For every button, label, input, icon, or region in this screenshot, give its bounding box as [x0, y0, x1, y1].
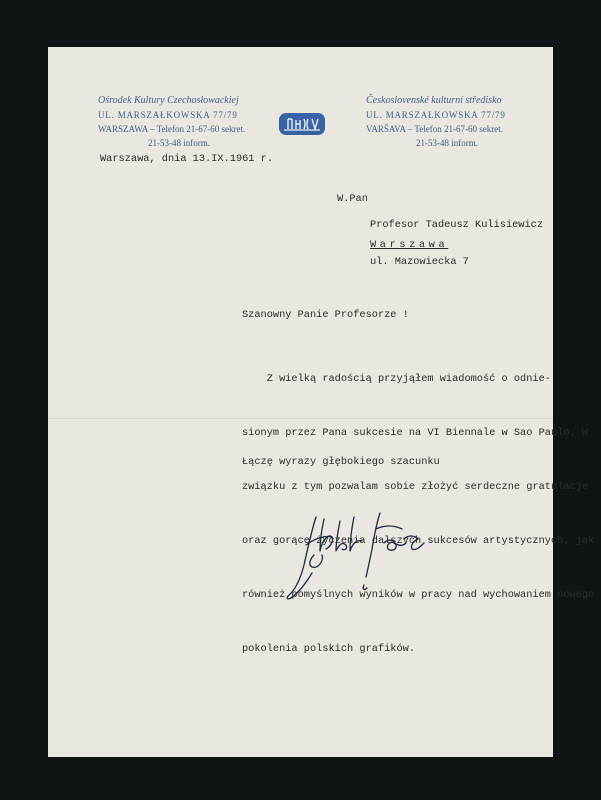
recipient-title: W.Pan: [337, 193, 368, 205]
letter-date: Warszawa, dnia 13.IX.1961 r.: [100, 153, 274, 165]
org-phone2-czech: 21-53-48 inform.: [416, 138, 478, 148]
body-line: związku z tym pozwalam sobie złożyć serdeczne gratulacje: [242, 481, 589, 493]
org-street-polish: UL. MARSZAŁKOWSKA 77/79: [98, 110, 238, 120]
letterhead-right: [366, 94, 506, 150]
org-city-phone-czech: VARŠAVA – Telefon 21-67-60 sekret.: [366, 124, 503, 134]
body-line: Z wielką radością przyjąłem wiadomość o odnie-: [242, 373, 551, 385]
body-line: sionym przez Pana sukcesie na VI Biennale w Sao Paulo. W: [242, 427, 589, 439]
body-line: oraz gorące życzenia dalszych sukcesów artystycznych, jak: [242, 535, 595, 547]
org-name-czech: Československé kulturní středisko: [366, 95, 502, 106]
org-city-phone-polish: WARSZAWA – Telefon 21-67-60 sekret.: [98, 124, 246, 134]
letter-sheet: [48, 47, 595, 757]
body-line: również pomyślnych wyników w pracy nad wychowaniem nowego: [242, 589, 595, 601]
recipient-city: Warszawa: [370, 239, 449, 251]
org-name-polish: Ośrodek Kultury Czechosłowackiej: [98, 95, 239, 106]
recipient-name: Profesor Tadeusz Kulisiewicz: [370, 219, 544, 231]
org-logo: [279, 113, 325, 135]
org-phone2-polish: 21-53-48 inform.: [148, 138, 210, 148]
handwritten-signature: [284, 499, 434, 614]
closing-phrase: Łączę wyrazy głębokiego szacunku: [242, 456, 440, 468]
letterhead-left: [98, 94, 245, 150]
recipient-street: ul. Mazowiecka 7: [370, 256, 469, 268]
salutation: Szanowny Panie Profesorze !: [242, 309, 409, 321]
body-line: pokolenia polskich grafików.: [242, 643, 416, 655]
org-street-czech: UL. MARSZAŁKOWSKA 77/79: [366, 110, 506, 120]
